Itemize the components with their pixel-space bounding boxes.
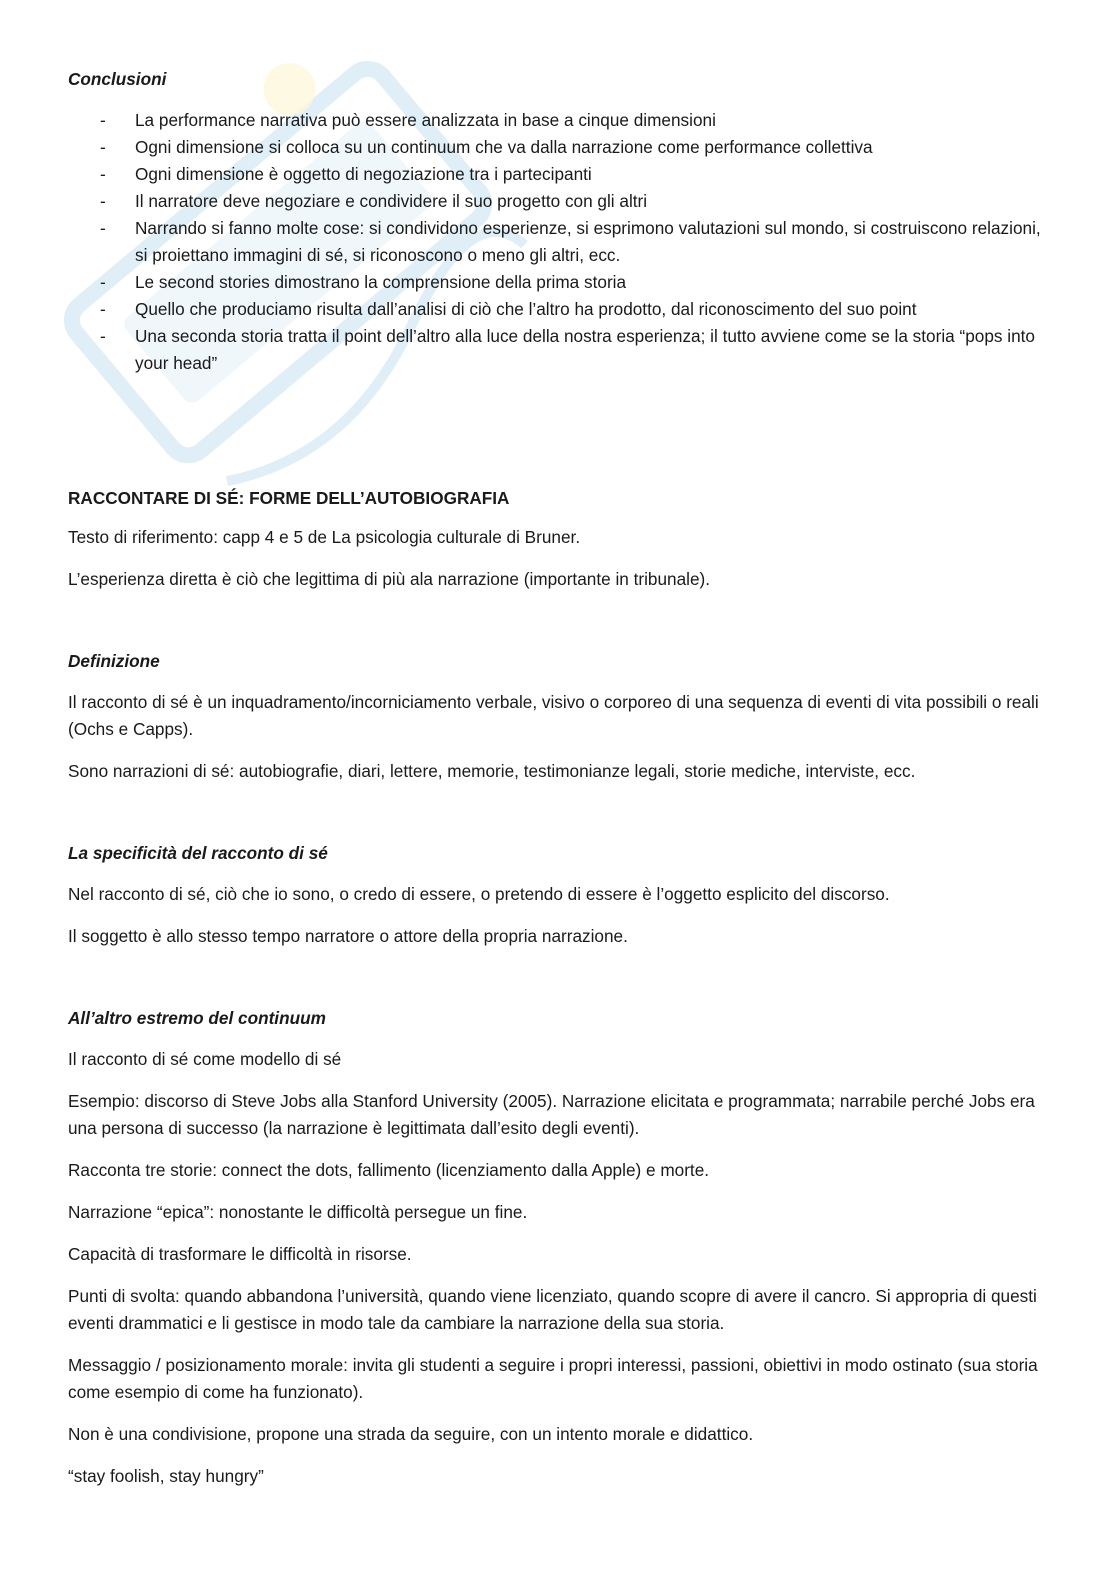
list-item: - Una seconda storia tratta il point dell’altro alla luce della nostra esperienza; il tutto avviene come se la storia “pops into your head” xyxy=(68,323,1053,377)
list-item: - Ogni dimensione si colloca su un continuum che va dalla narrazione come performance collettiva xyxy=(68,134,1053,161)
paragraph: Non è una condivisione, propone una strada da seguire, con un intento morale e didattico. xyxy=(68,1424,754,1444)
paragraph: Esempio: discorso di Steve Jobs alla Stanford University (2005). Narrazione elicitata e programmata; narrabile perché Jobs era una persona di successo (la narrazione è legittimata dall’esito degli eventi). xyxy=(68,1091,1035,1138)
paragraph: Il racconto di sé come modello di sé xyxy=(68,1049,342,1069)
paragraph: Sono narrazioni di sé: autobiografie, diari, lettere, memorie, testimonianze legali, storie mediche, interviste, ecc. xyxy=(68,761,916,781)
list-item: - Narrando si fanno molte cose: si condividono esperienze, si esprimono valutazioni sul mondo, si costruiscono relazioni, si proiettano immagini di sé, si riconoscono o meno gli altri, ecc. xyxy=(68,215,1053,269)
heading-altro-estremo: All’altro estremo del continuum xyxy=(68,1008,326,1028)
list-item: - La performance narrativa può essere analizzata in base a cinque dimensioni xyxy=(68,107,1053,134)
list-item: - Le second stories dimostrano la comprensione della prima storia xyxy=(68,269,1053,296)
list-item: - Il narratore deve negoziare e condividere il suo progetto con gli altri xyxy=(68,188,1053,215)
heading-definizione: Definizione xyxy=(68,651,160,671)
paragraph: Punti di svolta: quando abbandona l’università, quando viene licenziato, quando scopre di avere il cancro. Si appropria di questi eventi drammatici e li gestisce in modo tale da cambiare la narrazione della sua storia. xyxy=(68,1286,1037,1333)
list-item: - Quello che produciamo risulta dall’analisi di ciò che l’altro ha prodotto, dal riconoscimento del suo point xyxy=(68,296,1053,323)
conclusions-list xyxy=(68,107,1053,377)
paragraph: Messaggio / posizionamento morale: invita gli studenti a seguire i propri interessi, passioni, obiettivi in modo ostinato (sua storia come esempio di come ha funzionato). xyxy=(68,1355,1038,1402)
paragraph: L’esperienza diretta è ciò che legittima di più ala narrazione (importante in tribunale). xyxy=(68,569,711,589)
list-item: - Ogni dimensione è oggetto di negoziazione tra i partecipanti xyxy=(68,161,1053,188)
paragraph: Nel racconto di sé, ciò che io sono, o credo di essere, o pretendo di essere è l’oggetto esplicito del discorso. xyxy=(68,884,890,904)
paragraph: “stay foolish, stay hungry” xyxy=(68,1466,264,1486)
heading-specificita: La specificità del racconto di sé xyxy=(68,843,328,863)
document-content xyxy=(68,66,1053,1505)
paragraph: Racconta tre storie: connect the dots, fallimento (licenziamento dalla Apple) e morte. xyxy=(68,1160,710,1180)
heading-raccontare-di-se: RACCONTARE DI SÉ: FORME DELL’AUTOBIOGRAFIA xyxy=(68,488,510,508)
heading-conclusioni: Conclusioni xyxy=(68,69,167,89)
paragraph: Narrazione “epica”: nonostante le difficoltà persegue un fine. xyxy=(68,1202,528,1222)
paragraph: Il soggetto è allo stesso tempo narratore o attore della propria narrazione. xyxy=(68,926,628,946)
paragraph: Testo di riferimento: capp 4 e 5 de La psicologia culturale di Bruner. xyxy=(68,527,581,547)
paragraph: Il racconto di sé è un inquadramento/incorniciamento verbale, visivo o corporeo di una sequenza di eventi di vita possibili o reali (Ochs e Capps). xyxy=(68,692,1039,739)
paragraph: Capacità di trasformare le difficoltà in risorse. xyxy=(68,1244,412,1264)
